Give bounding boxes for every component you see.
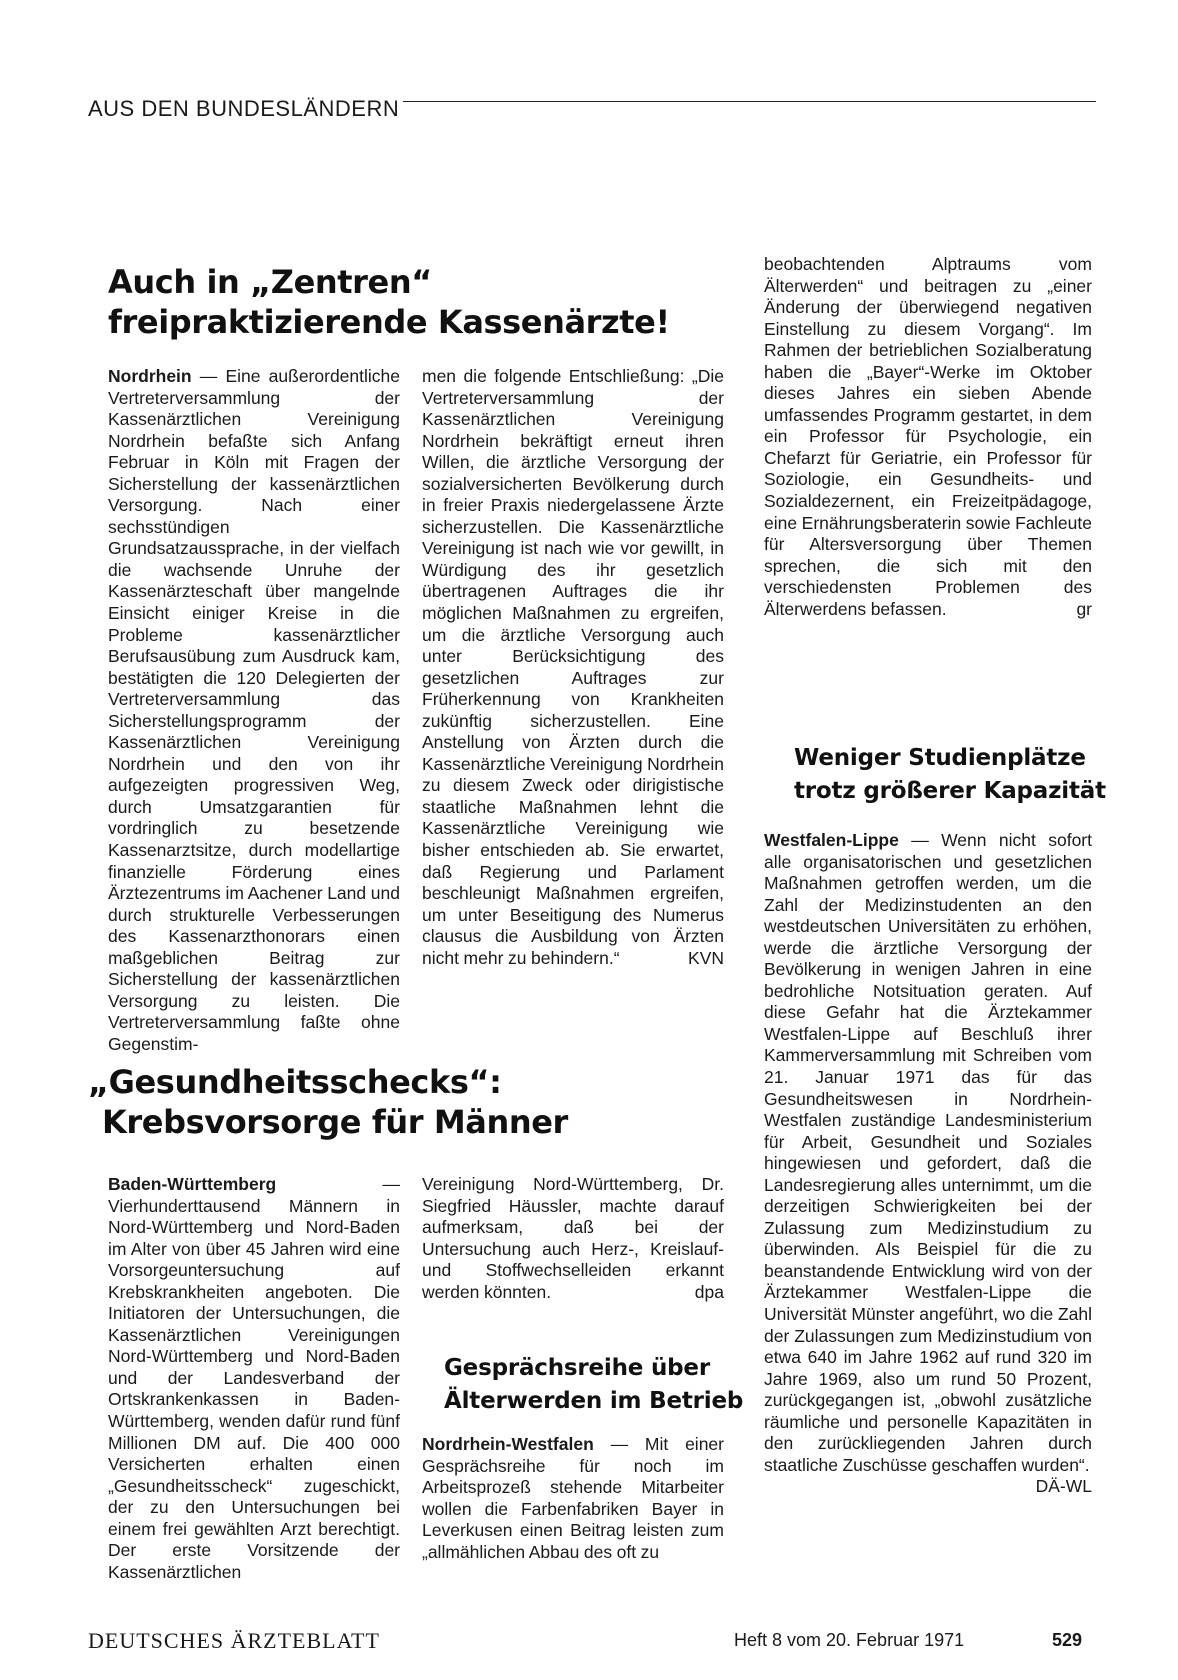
- article2-column1: [108, 1174, 400, 1583]
- article2-headline: [88, 1062, 648, 1142]
- article1-signature: KVN: [688, 947, 724, 968]
- article1-headline-line2: freipraktizierende Kassenärzte!: [108, 303, 670, 341]
- section-heading: AUS DEN BUNDESLÄNDERN: [88, 96, 403, 122]
- article2-column2: [422, 1174, 724, 1303]
- article3-headline-line2: Älterwerden im Betrieb: [444, 1388, 744, 1414]
- article1-text1: — Eine außerordentliche Vertreterversammlung der Kassenärztlichen Vereinigung Nordrhein befaßte sich Anfang Februar in Köln mit Fragen der Sicherstellung der kassenärztlichen Versorgung. Nach einer sechsstündigen Grundsatzaussprache, in der vielfach die wachsende Unruhe der Kassenärzteschaft über mangelnde Einsicht einiger Kreise in die Probleme kassenärztlicher Berufsausübung zum Ausdruck kam, bestätigten die 120 Delegierten der Vertreterversammlung das Sicherstellungsprogramm der Kassenärztlichen Vereinigung Nordrhein und den von ihr aufgezeigten progressiven Weg, durch Umsatzgarantien für vordringlich zu besetzende Kassenarztsitze, durch modellartige finanzielle Förderung eines Ärztezentrums im Aachener Land und durch strukturelle Verbesserungen des Kassenarzthonorars einen maßgeblichen Beitrag zur Sicherstellung der kassenärztlichen Versorgung zu leisten. Die Vertreterversammlung faßte ohne Gegenstim-: [108, 366, 400, 1054]
- article3-column3: [764, 254, 1092, 620]
- article1-text2: men die folgende Entschließung: „Die Vertreterversammlung der Kassenärztlichen Vereinigung Nordrhein bekräftigt erneut ihren Willen, die ärztliche Versorgung der sozialversicherten Bevölkerung durch in freier Praxis niedergelassene Ärzte sicherzustellen. Die Kassenärztliche Vereinigung ist nach wie vor gewillt, in Würdigung des ihr gesetzlich übertragenen Auftrages die ihr möglichen Maßnahmen zu ergreifen, um die ärztliche Versorgung auch unter Berücksichtigung des gesetzlichen Auftrages zur Früherkennung von Krankheiten zukünftig sicherzustellen. Eine Anstellung von Ärzten durch die Kassenärztliche Vereinigung Nordrhein zu diesem Zweck oder dirigistische staatliche Maßnahmen lehnt die Kassenärztliche Vereinigung wie bisher entschieden ab. Sie erwartet, daß Regierung und Parlament beschleunigt Maßnahmen ergreifen, um unter Beseitigung des Numerus clausus die Ausbildung von Ärzten nicht mehr zu behindern.“: [422, 366, 724, 968]
- article3-text3: beobachtenden Alptraums vom Älterwerden“ und beitragen zu „einer Änderung der überwiegend negativen Einstellung zu diesem Vorgang“. Im Rahmen der betrieblichen Sozialberatung haben die „Bayer“-Werke im Oktober dieses Jahres ein sieben Abende umfassendes Programm gestartet, in dem ein Professor für Psychologie, ein Chefarzt für Geriatrie, ein Professor für Soziologie, ein Gesundheits- und Sozialdezernent, ein Freizeitpädagoge, eine Ernährungsberaterin sowie Fachleute für Altersversorgung über Themen sprechen, die sich mit den verschiedensten Problemen des Älterwerdens befassen.: [764, 254, 1092, 619]
- page-number: 529: [1052, 1630, 1083, 1650]
- article3-place: Nordrhein-Westfalen: [422, 1434, 594, 1454]
- article1-column2: [422, 366, 724, 969]
- article4-headline-line2: trotz größerer Kapazität: [794, 778, 1106, 804]
- article4-signature: DÄ-WL: [1035, 1476, 1092, 1497]
- article2-signature: dpa: [694, 1281, 724, 1302]
- article1-place: Nordrhein: [108, 366, 192, 386]
- article3-signature: gr: [1076, 598, 1092, 619]
- article4-place: Westfalen-Lippe: [764, 830, 899, 850]
- article3-headline: [444, 1352, 744, 1418]
- article2-headline-line2: Krebsvorsorge für Männer: [102, 1103, 568, 1141]
- article1-headline: [108, 262, 670, 342]
- article3-headline-line1: Gesprächsreihe über: [444, 1355, 710, 1381]
- article3-text2: — Mit einer Gesprächsreihe für noch im Arbeitsprozeß stehende Mitarbeiter wollen die Farbenfabriken Bayer in Leverkusen einen Beitrag leisten zum „allmählichen Abbau des oft zu: [422, 1434, 724, 1562]
- article4-column3: [764, 830, 1092, 1498]
- article4-headline-line1: Weniger Studienplätze: [794, 745, 1086, 771]
- issue-info: Heft 8 vom 20. Februar 1971: [734, 1630, 965, 1650]
- article1-column1: [108, 366, 400, 1056]
- article4-headline: [794, 742, 1106, 808]
- article2-text1: — Vierhunderttausend Männern in Nord-Württemberg und Nord-Baden im Alter von über 45 Jahren wird eine Vorsorgeuntersuchung auf Krebskrankheiten angeboten. Die Initiatoren der Untersuchungen, die Kassenärztlichen Vereinigungen Nord-Württemberg und Nord-Baden und der Landesverband der Ortskrankenkassen in Baden-Württemberg, wenden dafür rund fünf Millionen DM auf. Die 400 000 Versicherten erhalten einen „Gesundheitsscheck“ zugeschickt, der zu den Untersuchungen bei einem frei gewählten Arzt berechtigt. Der erste Vorsitzende der Kassenärztlichen: [108, 1174, 400, 1582]
- article4-text3: — Wenn nicht sofort alle organisatorischen und gesetzlichen Maßnahmen getroffen werden, um die Zahl der Medizinstudenten an den westdeutschen Universitäten zu erhöhen, werde die ärztliche Versorgung der Bevölkerung in wenigen Jahren in eine bedrohliche Notsituation geraten. Auf diese Gefahr hat die Ärztekammer Westfalen-Lippe auf Beschluß ihrer Kammerversammlung mit Schreiben vom 21. Januar 1971 das für das Gesundheitswesen in Nordrhein-Westfalen zuständige Landesministerium für Arbeit, Gesundheit und Soziales hingewiesen und gefordert, daß die Landesregierung alles unternimmt, um die derzeitigen Schwierigkeiten bei der Zulassung zum Medizinstudium zu überwinden. Als Beispiel für die zu beanstandende Entwicklung wird von der Ärztekammer Westfalen-Lippe die Universität Münster angeführt, wo die Zahl der Zulassungen zum Medizinstudium von etwa 640 im Jahre 1962 auf rund 320 im Jahre 1969, also um rund 50 Prozent, zurückgegangen ist, „obwohl zusätzliche räumliche und personelle Kapazitäten in den zurückliegenden Jahren durch staatliche Zuschüsse geschaffen wurden“.: [764, 830, 1092, 1475]
- article1-headline-line1: Auch in „Zentren“: [108, 263, 432, 301]
- article2-text2: Vereinigung Nord-Württemberg, Dr. Siegfried Häussler, machte darauf aufmerksam, daß bei der Untersuchung auch Herz-, Kreislauf- und Stoffwechselleiden erkannt werden könnten.: [422, 1174, 724, 1302]
- article3-column2: [422, 1434, 724, 1563]
- article2-headline-line1: „Gesundheitsschecks“:: [88, 1063, 502, 1101]
- journal-title: DEUTSCHES ÄRZTEBLATT: [88, 1628, 380, 1653]
- article2-place: Baden-Württemberg: [108, 1174, 277, 1194]
